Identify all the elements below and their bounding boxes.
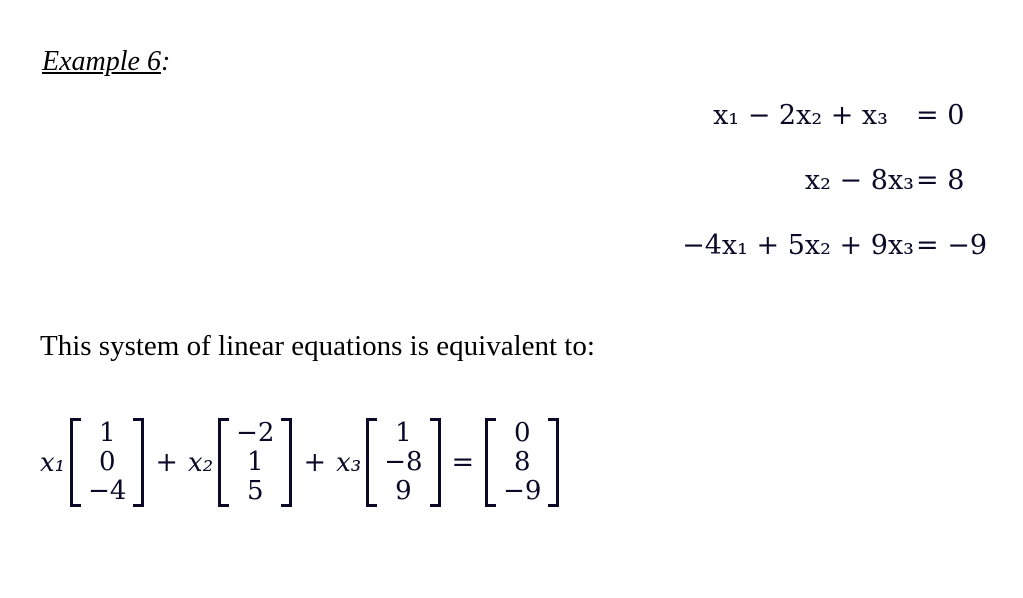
equation-row bbox=[430, 230, 990, 261]
coefficient-x1: x₁ bbox=[40, 447, 66, 478]
coefficient-x3: x₃ bbox=[336, 447, 362, 478]
equation-system bbox=[430, 100, 990, 261]
vector-entry: 1 bbox=[247, 447, 264, 478]
equation-rhs: = −9 bbox=[916, 230, 988, 261]
equation-rhs: = 8 bbox=[916, 165, 965, 196]
equation-row bbox=[430, 100, 990, 131]
vector-entries bbox=[498, 418, 546, 507]
equation-row bbox=[430, 165, 990, 196]
equals-operator: = bbox=[451, 447, 475, 479]
equation-rhs: = 0 bbox=[916, 100, 965, 131]
body-text: This system of linear equations is equivalent to: bbox=[40, 330, 595, 362]
vector-entry: 8 bbox=[514, 447, 531, 478]
vector-entry: 0 bbox=[514, 418, 531, 448]
vector-entry: 1 bbox=[98, 418, 116, 448]
column-vector-3 bbox=[366, 418, 440, 507]
vector-entry: 9 bbox=[395, 476, 412, 507]
bracket-right-icon bbox=[428, 418, 441, 507]
vector-entry: 5 bbox=[247, 476, 264, 507]
vector-entries bbox=[231, 418, 279, 507]
bracket-left-icon bbox=[366, 418, 379, 507]
bracket-left-icon bbox=[218, 418, 231, 507]
vector-entry: 1 bbox=[395, 418, 412, 448]
example-label: Example 6 bbox=[42, 46, 161, 77]
vector-entries bbox=[83, 418, 131, 507]
bracket-left-icon bbox=[485, 418, 498, 507]
bracket-right-icon bbox=[131, 418, 144, 507]
bracket-left-icon bbox=[70, 418, 83, 507]
heading-colon: : bbox=[160, 46, 171, 77]
equation-lhs: x₁ − 2x₂ + x₃ bbox=[713, 100, 888, 131]
equation-lhs: x₂ − 8x₃ bbox=[804, 165, 914, 196]
column-vector-rhs bbox=[485, 418, 559, 507]
equation-lhs: −4x₁ + 5x₂ + 9x₃ bbox=[682, 230, 914, 261]
plus-operator: + bbox=[155, 447, 179, 479]
plus-operator: + bbox=[303, 447, 327, 479]
vector-entry: 0 bbox=[98, 447, 116, 478]
vector-entry: −2 bbox=[236, 418, 275, 448]
vector-entries bbox=[379, 418, 427, 507]
vector-entry: −9 bbox=[503, 476, 542, 507]
bracket-right-icon bbox=[279, 418, 292, 507]
column-vector-2 bbox=[218, 418, 292, 507]
coefficient-x2: x₂ bbox=[188, 447, 214, 478]
column-vector-1 bbox=[70, 418, 144, 507]
vector-entry: −4 bbox=[88, 476, 127, 507]
vector-entry: −8 bbox=[384, 447, 423, 478]
page-title bbox=[42, 46, 170, 78]
vector-equation bbox=[40, 418, 560, 507]
bracket-right-icon bbox=[546, 418, 559, 507]
